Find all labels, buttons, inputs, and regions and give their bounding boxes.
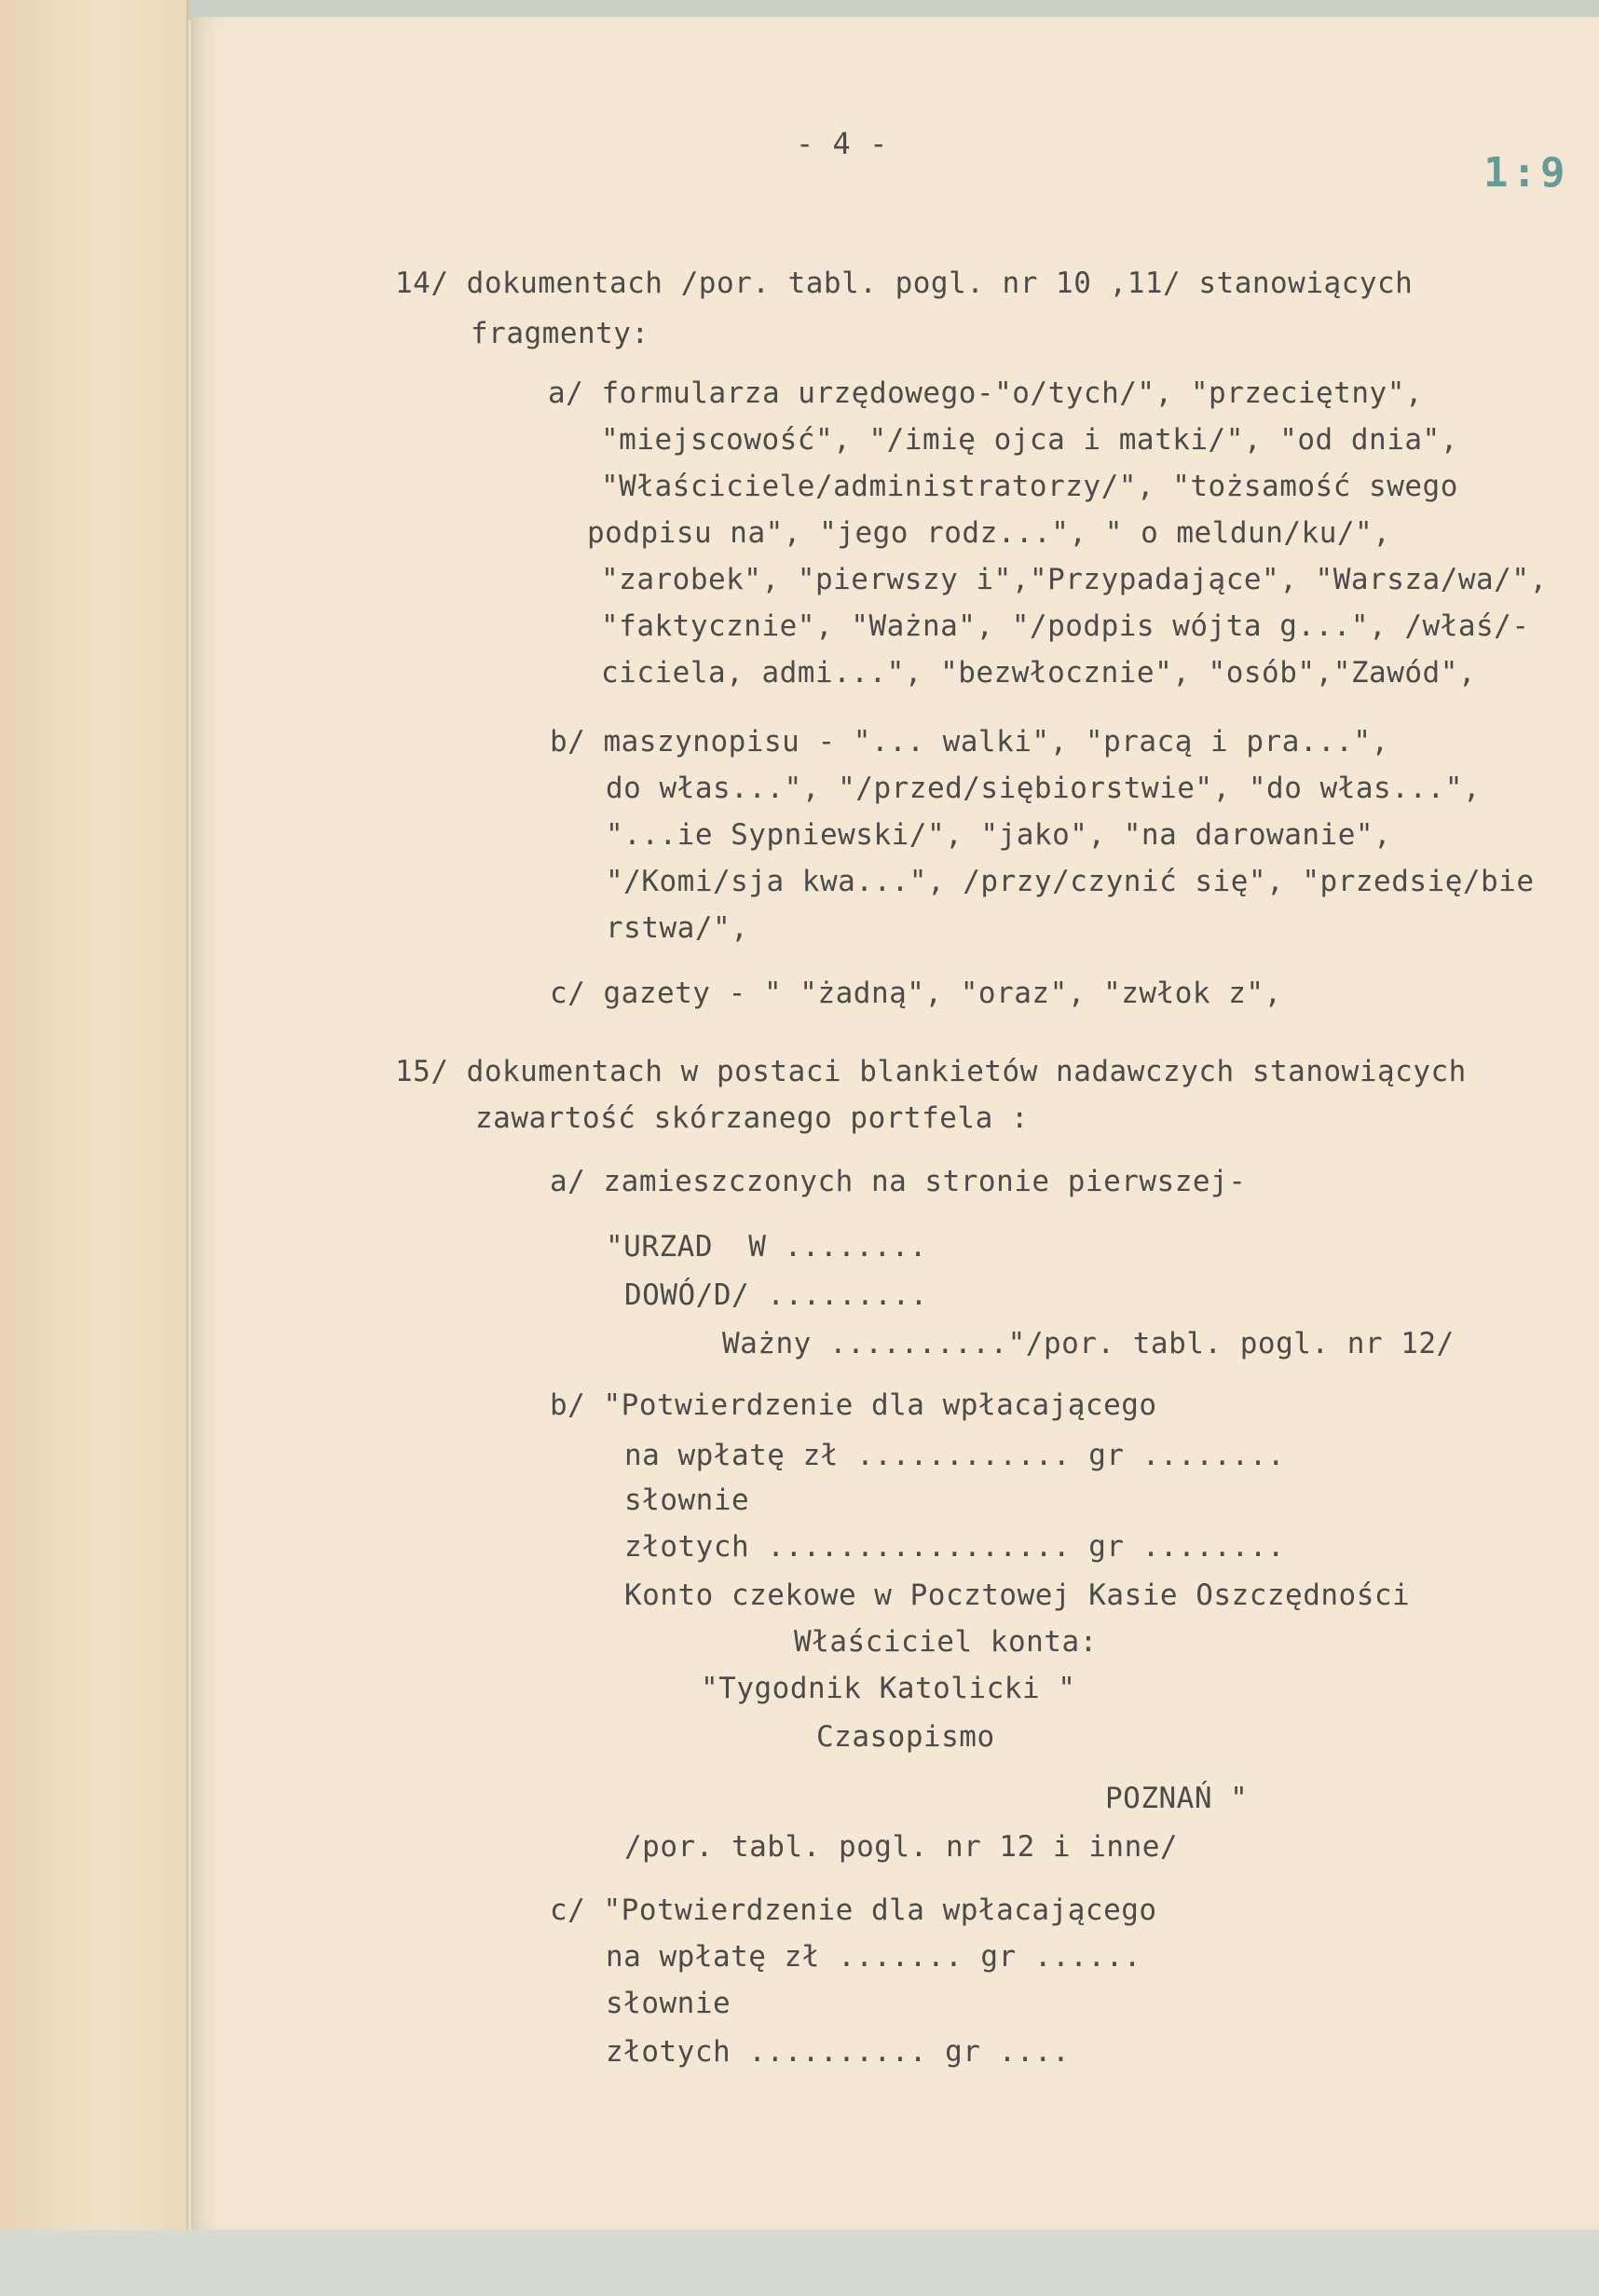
- text-line: ciciela, admi...", "bezwłocznie", "osób","Zawód",: [601, 656, 1477, 690]
- text-line: "miejscowość", "/imię ojca i matki/", "od dnia",: [601, 423, 1458, 457]
- text-line: c/ "Potwierdzenie dla wpłacającego: [550, 1893, 1157, 1927]
- text-line: b/ maszynopisu - "... walki", "pracą i pra...",: [550, 725, 1389, 758]
- text-line: fragmenty:: [471, 317, 649, 350]
- text-line: podpisu na", "jego rodz...", " o meldun/ku/",: [587, 516, 1391, 550]
- text-line: złotych ................. gr ........: [624, 1530, 1286, 1564]
- text-line: a/ formularza urzędowego-"o/tych/", "przeciętny",: [548, 376, 1424, 410]
- text-line: "faktycznie", "Ważna", "/podpis wójta g...", /właś/-: [601, 609, 1530, 643]
- text-line: b/ "Potwierdzenie dla wpłacającego: [550, 1388, 1157, 1422]
- text-line: Właściciel konta:: [794, 1625, 1098, 1659]
- text-line: na wpłatę zł ............ gr ........: [624, 1439, 1286, 1472]
- text-line: "Tygodnik Katolicki ": [701, 1672, 1076, 1705]
- text-line: zawartość skórzanego portfela :: [475, 1101, 1030, 1135]
- text-line: na wpłatę zł ....... gr ......: [606, 1940, 1141, 1974]
- archive-number-stamp: 1:9: [1483, 149, 1569, 197]
- text-line: a/ zamieszczonych na stronie pierwszej-: [550, 1165, 1247, 1198]
- page-number: - 4 -: [796, 126, 888, 161]
- text-line: złotych .......... gr ....: [606, 2035, 1071, 2069]
- text-line: "URZAD W ........: [606, 1230, 927, 1264]
- text-line: "...ie Sypniewski/", "jako", "na darowanie",: [606, 818, 1392, 852]
- text-line: Czasopismo: [816, 1720, 995, 1754]
- text-line: POZNAŃ ": [1105, 1782, 1249, 1815]
- text-line: /por. tabl. pogl. nr 12 i inne/: [624, 1830, 1179, 1864]
- text-line: słownie: [606, 1987, 731, 2020]
- text-line: "zarobek", "pierwszy i","Przypadające", "Warsza/wa/",: [601, 563, 1548, 596]
- text-line: 15/ dokumentach w postaci blankietów nadawczych stanowiących: [395, 1055, 1467, 1088]
- text-line: "Właściciele/administratorzy/", "tożsamość swego: [601, 470, 1458, 503]
- text-line: DOWÓ/D/ .........: [624, 1278, 928, 1312]
- scan-bottom-edge: [0, 2230, 1599, 2296]
- text-line: Konto czekowe w Pocztowej Kasie Oszczędności: [624, 1578, 1411, 1612]
- text-line: "/Komi/sja kwa...", /przy/czynić się", "przedsię/bie: [606, 865, 1535, 898]
- left-facing-page: [0, 0, 188, 2236]
- text-line: c/ gazety - " "żadną", "oraz", "zwłok z",: [550, 977, 1282, 1010]
- text-line: Ważny .........."/por. tabl. pogl. nr 12/: [722, 1327, 1455, 1360]
- text-line: do włas...", "/przed/siębiorstwie", "do włas...",: [606, 772, 1482, 805]
- text-line: rstwa/",: [606, 911, 749, 945]
- text-line: 14/ dokumentach /por. tabl. pogl. nr 10 ,11/ stanowiących: [395, 266, 1414, 300]
- text-line: słownie: [624, 1483, 750, 1517]
